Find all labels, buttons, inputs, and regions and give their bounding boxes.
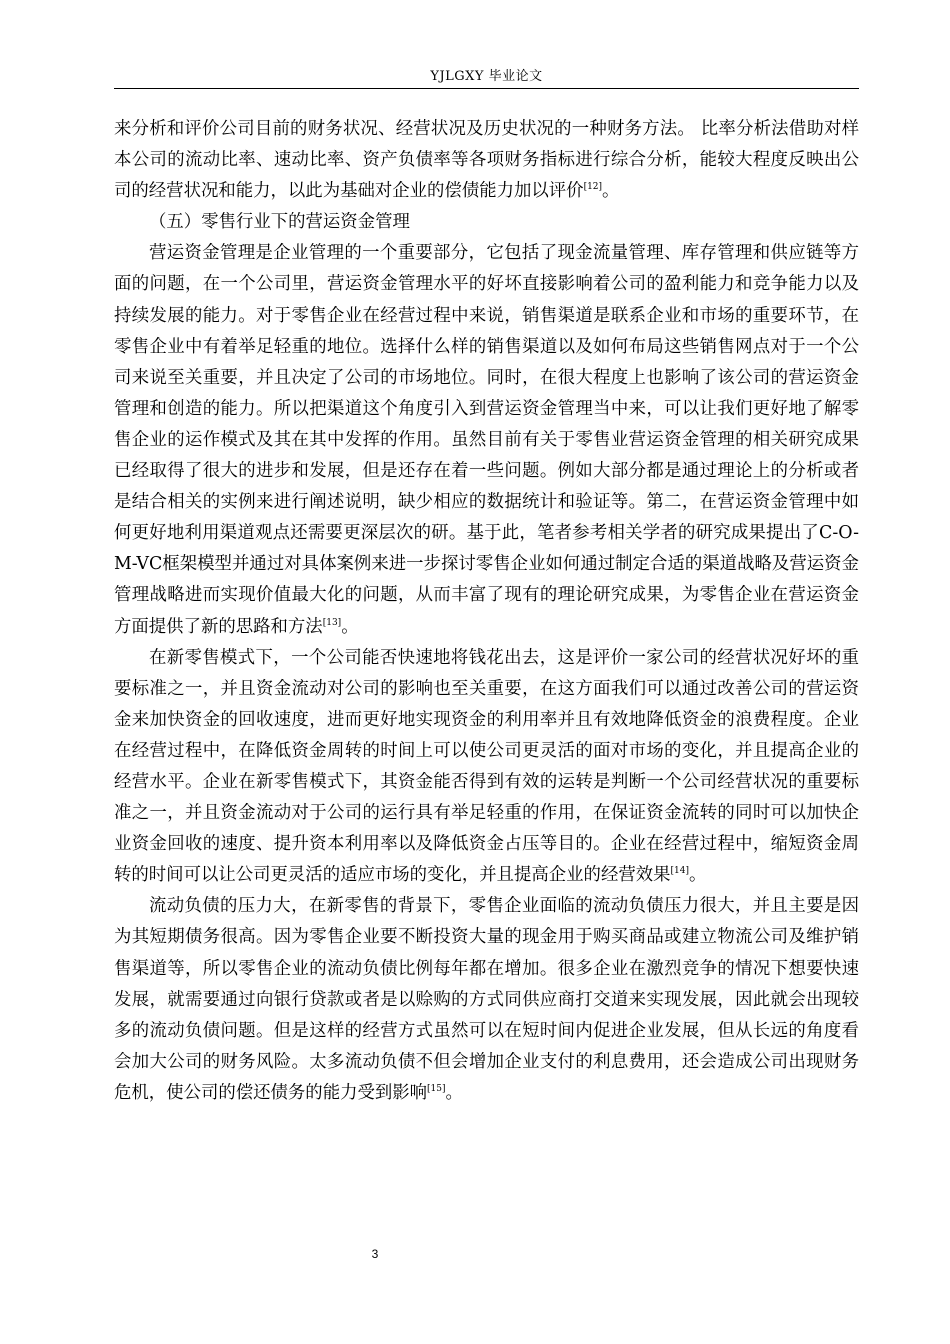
citation: [14]	[670, 866, 689, 877]
paragraph: 流动负债的压力大，在新零售的背景下，零售企业面临的流动负债压力很大，并且主要是因为其短期债务很高。因为零售企业要不断投资大量的现金用于购买商品或建立物流公司及维护销售渠道等，所以零售企业的流动负债比例每年都在增加。很多企业在激烈竞争的情况下想要快速发展，就需要通过向银行贷款或者是以赊购的方式同供应商打交道来实现发展，因此就会出现较多的流动负债问题。但是这样的经营方式虽然可以在短时间内促进企业发展，但从长远的角度看会加大公司的财务风险。太多流动负债不但会增加企业支付的利息费用，还会造成公司出现财务危机，使公司的偿还债务的能力受到影响[15]。	[114, 896, 859, 1103]
paragraph: 在新零售模式下，一个公司能否快速地将钱花出去，这是评价一家公司的经营状况好坏的重要标准之一，并且资金流动对公司的影响也至关重要，在这方面我们可以通过改善公司的营运资金来加快资金的回收速度，进而更好地实现资金的利用率并且有效地降低资金的浪费程度。企业在经营过程中，在降低资金周转的时间上可以使公司更灵活的面对市场的变化，并且提高企业的经营水平。企业在新零售模式下，其资金能否得到有效的运转是判断一个公司经营状况的重要标准之一，并且资金流动对于公司的运行具有举足轻重的作用，在保证资金流转的同时可以加快企业资金回收的速度、提升资本利用率以及降低资金占压等目的。企业在经营过程中，缩短资金周转的时间可以让公司更灵活的适应市场的变化，并且提高企业的经营效果[14]。	[114, 647, 859, 886]
paragraph-continuation: 来分析和评价公司目前的财务状况、经营状况及历史状况的一种财务方法。 比率分析法借助对样本公司的流动比率、速动比率、资产负债率等各项财务指标进行综合分析，能较大程度反映出公司的经营状况和能力，以此为基础对企业的偿债能力加以评价[12]。	[114, 119, 859, 202]
running-header: YJLGXY 毕业论文	[430, 69, 543, 84]
citation: [13]	[322, 617, 342, 628]
citation: [15]	[427, 1083, 446, 1094]
body-text	[114, 114, 859, 1109]
paragraph: 营运资金管理是企业管理的一个重要部分，它包括了现金流量管理、库存管理和供应链等方面的问题，在一个公司里，营运资金管理水平的好坏直接影响着公司的盈利能力和竞争能力以及持续发展的能力。对于零售企业在经营过程中来说，销售渠道是联系企业和市场的重要环节，在零售企业中有着举足轻重的地位。选择什么样的销售渠道以及如何布局这些销售网点对于一个公司来说至关重要，并且决定了公司的市场地位。同时，在很大程度上也影响了该公司的营运资金管理和创造的能力。所以把渠道这个角度引入到营运资金管理当中来，可以让我们更好地了解零售企业的运作模式及其在其中发挥的作用。虽然目前有关于零售业营运资金管理的相关研究成果已经取得了很大的进步和发展，但是还存在着一些问题。例如大部分都是通过理论上的分析或者是结合相关的实例来进行阐述说明，缺少相应的数据统计和验证等。第二，在营运资金管理中如何更好地利用渠道观点还需要更深层次的研。基于此，笔者参考相关学者的研究成果提出了C-O-M-VC框架模型并通过对具体案例来进一步探讨零售企业如何通过制定合适的渠道战略及营运资金管理战略进而实现价值最大化的问题，从而丰富了现有的理论研究成果，为零售企业在营运资金方面提供了新的思路和方法[13]。	[114, 243, 859, 637]
section-heading: （五）零售行业下的营运资金管理	[149, 212, 410, 233]
citation: [12]	[583, 182, 603, 193]
page-number: 3	[371, 1247, 379, 1261]
header-rule	[114, 88, 859, 89]
